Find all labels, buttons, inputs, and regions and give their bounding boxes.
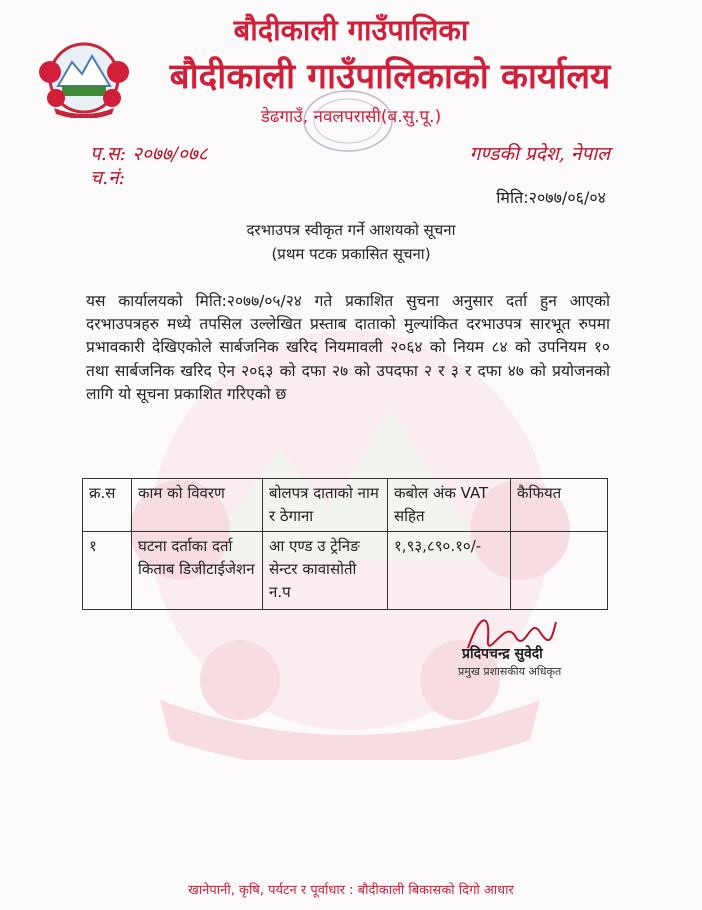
cell-bidder-name: आ एण्ड उ ट्रेनिङ सेन्टर कावासोती न.प: [263, 532, 388, 610]
notice-subtitle: (प्रथम पटक प्रकासित सूचना): [271, 245, 431, 263]
footer-slogan: खानेपानी, कृषि, पर्यटन र पूर्वाधार : बौदीकाली बिकासको दिगो आधार: [188, 883, 514, 898]
office-address: डेढगाउँ, नवलपरासी(ब.सु.पू.): [260, 107, 442, 127]
header-remarks: कैफियत: [511, 479, 608, 532]
municipality-name: बौदीकाली गाउँपालिका: [233, 13, 469, 47]
cell-work-description: घटना दर्ताका दर्ता किताब डिजीटाईजेशन: [132, 532, 263, 610]
table-row: [83, 532, 608, 610]
header-serial: क्र.स: [83, 479, 132, 532]
notice-title: दरभाउपत्र स्वीकृत गर्ने आशयको सूचना: [246, 221, 456, 239]
header-work-description: काम को विवरण: [132, 479, 263, 532]
bid-table: [82, 478, 608, 610]
notice-date: मिति:२०७७/०६/०४: [496, 188, 606, 207]
table-header-row: [83, 479, 608, 532]
province-name: गण्डकी प्रदेश, नेपाल: [469, 143, 610, 165]
signatory-name: प्रदिपचन्द्र सुवेदी: [462, 646, 543, 662]
cell-bid-amount: १,९३,८९०.१०/-: [388, 532, 511, 610]
cell-serial: १: [83, 532, 132, 610]
reference-number: प.स: २०७७/०७८: [90, 143, 208, 165]
notice-body: यस कार्यालयको मिति:२०७७/०५/२४ गते प्रकाशित सुचना अनुसार दर्ता हुन आएको दरभाउपत्रहरु मध्ये तपसिल उल्लेखित प्रस्ताब दाताको मुल्यांकित दरभाउपत्र सारभूत रुपमा प्रभावकारी देखिएकोले सार्बजनिक खरिद नियमावली २०६४ को नियम ८४ को उपनियम १० तथा सार्बजनिक खरिद ऐन २०६३ को दफा २७ को उपदफा २ र ३ र दफा ४७ को प्रयोजनको लागि यो सूचना प्रकाशित गरिएको छ: [86, 292, 610, 403]
dispatch-number: च.नं:: [90, 167, 126, 189]
office-seal-stamp: [300, 86, 396, 156]
office-name: बौदीकाली गाउँपालिकाको कार्यालय: [169, 56, 611, 97]
signatory-title: प्रमुख प्रशासकीय अधिकृत: [458, 665, 562, 678]
cell-remarks: [511, 532, 608, 610]
header-bid-amount: कबोल अंक VAT सहित: [388, 479, 511, 532]
header-bidder-name: बोलपत्र दाताको नाम र ठेगाना: [263, 479, 388, 532]
